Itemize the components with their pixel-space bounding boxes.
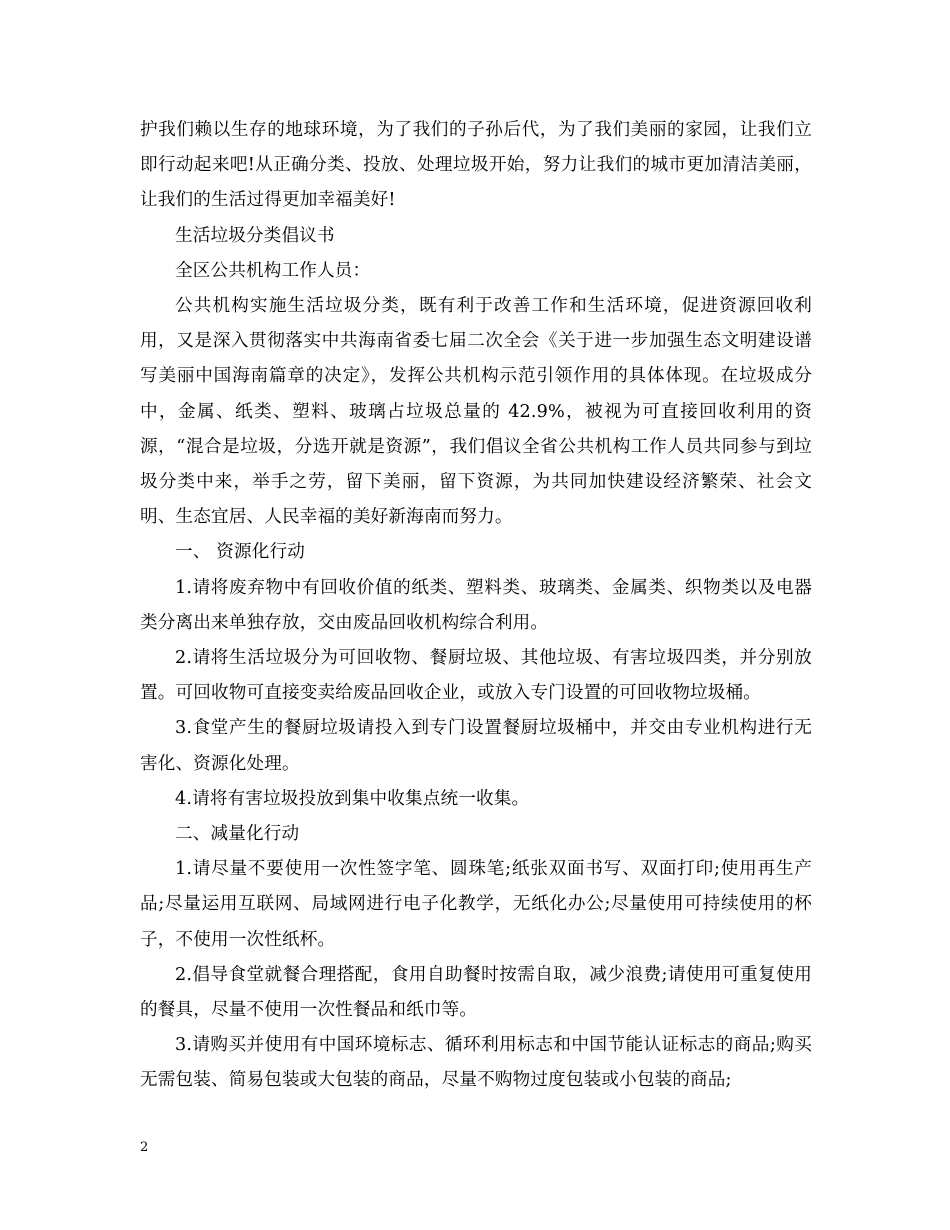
list-item: 1.请尽量不要使用一次性签字笔、圆珠笔;纸张双面书写、双面打印;使用再生产品;尽量运用互联网、局域网进行电子化教学，无纸化办公;尽量使用可持续使用的杯子，不使用一次性纸杯。 <box>140 859 812 950</box>
paragraph-continuation: 护我们赖以生存的地球环境，为了我们的子孙后代，为了我们美丽的家园，让我们立即行动起来吧!从正确分类、投放、处理垃圾开始，努力让我们的城市更加清洁美丽，让我们的生活过得更加幸福美好! <box>140 120 812 211</box>
document-body <box>140 113 812 1099</box>
section-heading-resource: 一、 资源化行动 <box>175 542 305 563</box>
list-item: 2.请将生活垃圾分为可回收物、餐厨垃圾、其他垃圾、有害垃圾四类，并分别放置。可回收物可直接变卖给废品回收企业，或放入专门设置的可回收物垃圾桶。 <box>140 648 812 704</box>
intro-paragraph: 公共机构实施生活垃圾分类，既有利于改善工作和生活环境，促进资源回收利用，又是深入贯彻落实中共海南省委七届二次全会《关于进一步加强生态文明建设谱写美丽中国海南篇章的决定》，发挥公共机构示范引领作用的具体体现。在垃圾成分中，金属、纸类、塑料、玻璃占垃圾总量的 42.9%，被视为可直接回收利用的资源，“混合是垃圾，分选开就是资源”，我们倡议全省公共机构工作人员共同参与到垃圾分类中来，举手之劳，留下美丽，留下资源，为共同加快建设经济繁荣、社会文明、生态宜居、人民幸福的美好新海南而努力。 <box>140 296 812 528</box>
list-item: 3.食堂产生的餐厨垃圾请投入到专门设置餐厨垃圾桶中，并交由专业机构进行无害化、资源化处理。 <box>140 718 812 774</box>
section-heading-reduction: 二、减量化行动 <box>175 824 300 845</box>
list-item: 2.倡导食堂就餐合理搭配，食用自助餐时按需自取，减少浪费;请使用可重复使用的餐具，尽量不使用一次性餐品和纸巾等。 <box>140 964 812 1021</box>
list-item: 1.请将废弃物中有回收价值的纸类、塑料类、玻璃类、金属类、织物类以及电器类分离出来单独存放，交由废品回收机构综合利用。 <box>140 577 812 633</box>
salutation: 全区公共机构工作人员： <box>175 260 371 281</box>
page-number: 2 <box>140 1140 149 1155</box>
proposal-title: 生活垃圾分类倡议书 <box>175 225 335 246</box>
list-item: 4.请将有害垃圾投放到集中收集点统一收集。 <box>175 788 530 809</box>
list-item: 3.请购买并使用有中国环境标志、循环利用标志和中国节能认证标志的商品;购买无需包装、简易包装或大包装的商品，尽量不购物过度包装或小包装的商品; <box>140 1035 812 1091</box>
